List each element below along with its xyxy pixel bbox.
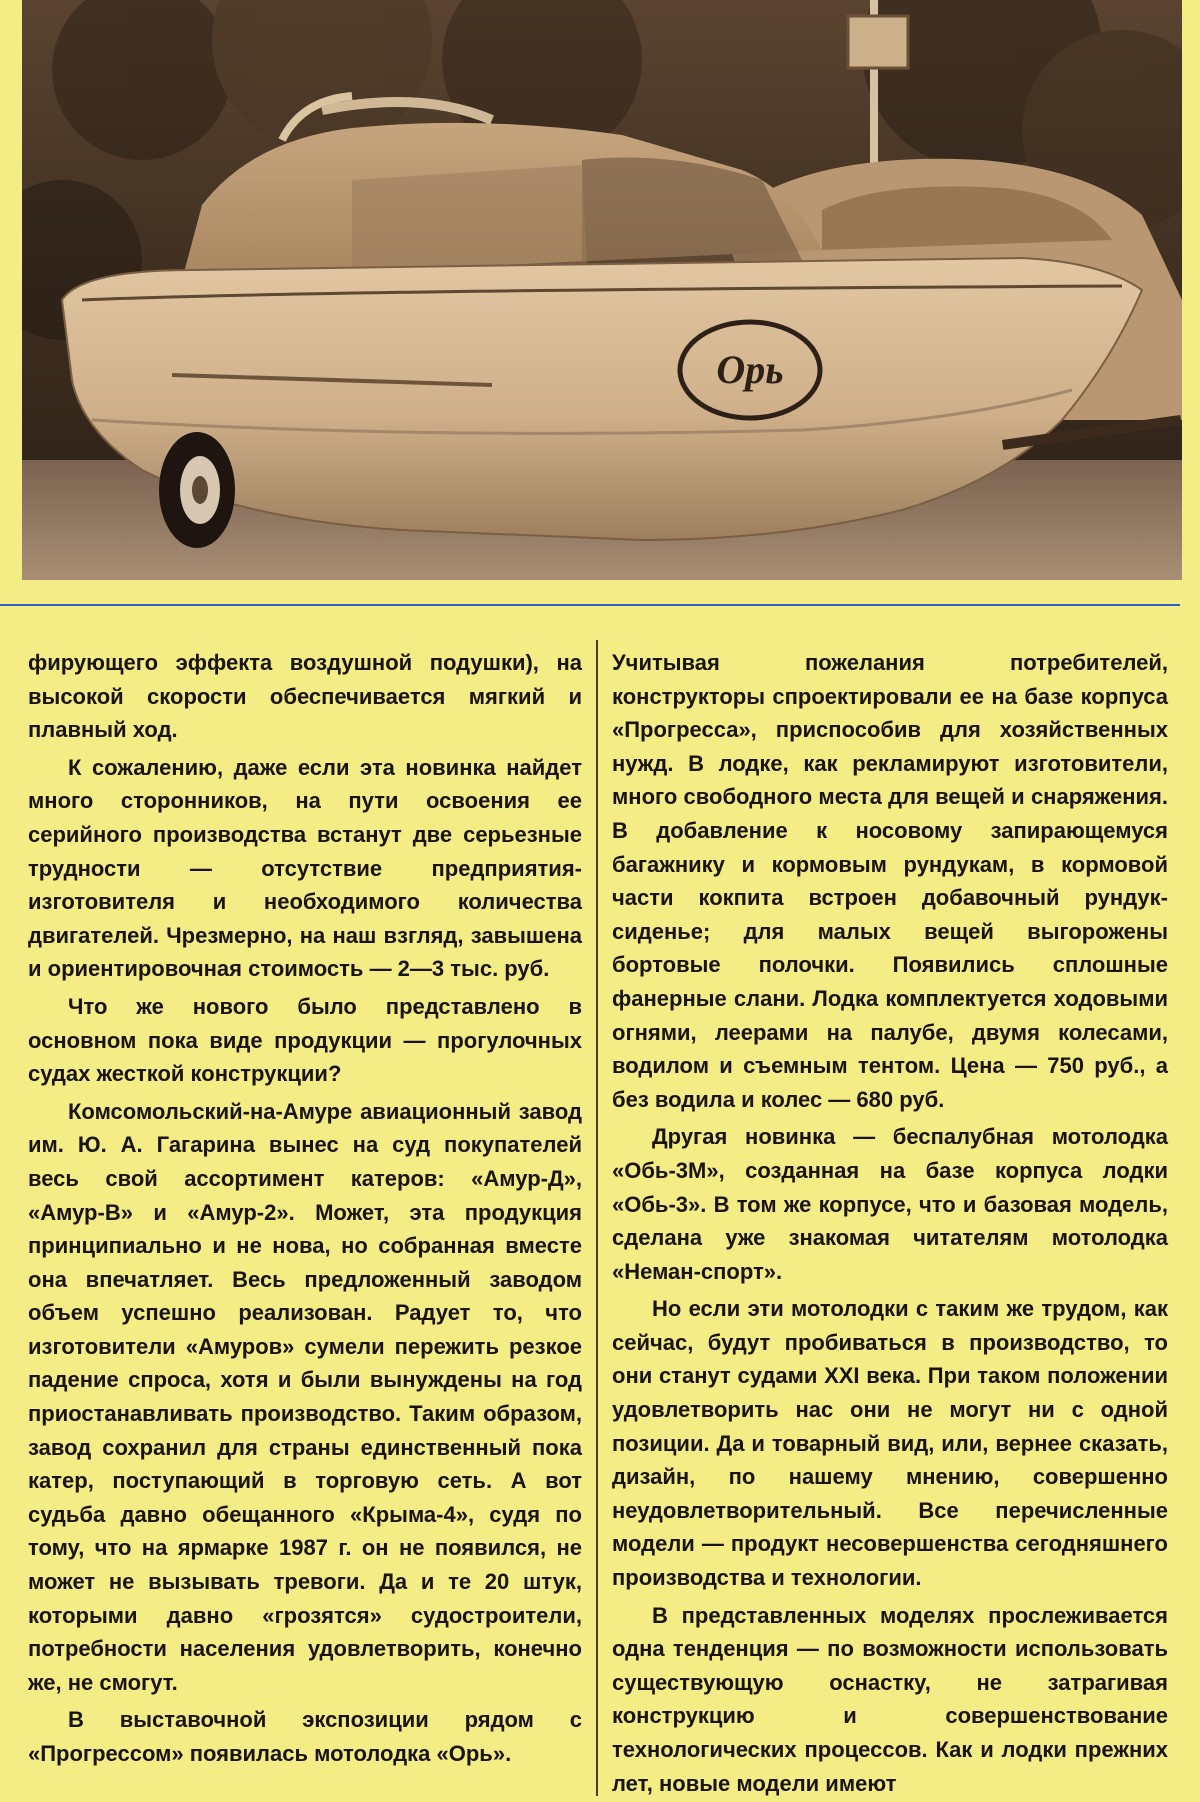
paragraph: Учитывая пожелания потребителей, конструкторы спроектировали ее на базе корпуса «Прогресса», приспособив для хозяйственных нужд. В лодке, как рекламируют изготовители, много свободного места для вещей и снаряжения. В добавление к носовому запирающемуся багажнику и кормовым рундукам, в кормовой части кокпита встроен добавочный рундук-сиденье; для малых вещей выгорожены бортовые полочки. Появились сплошные фанерные слани. Лодка комплектуется ходовыми огнями, леерами на палубе, двумя колесами, водилом и съемным тентом. Цена — 750 руб., а без водила и колес — 680 руб. xyxy=(612,650,1168,1112)
svg-text:Орь: Орь xyxy=(716,347,784,392)
column-divider xyxy=(596,640,598,1796)
paragraph: Что же нового было представлено в основном пока виде продукции — прогулочных судах жесткой конструкции? xyxy=(28,993,582,1087)
paragraph: Комсомольский-на-Амуре авиационный завод им. Ю. А. Гагарина вынес на суд покупателей весь свой ассортимент катеров: «Амур-Д», «Амур-В» и «Амур-2». Может, эта продукция принципиально и не нова, но собранная вместе она впечатляет. Весь предложенный заводом объем успешно реализован. Радует то, что изготовители «Амуров» сумели пережить резкое падение спроса, хотя и были вынуждены на год приостанавливать производство. Таким образом, завод сохранил для страны единственный пока катер, поступающий в торговую сеть. А вот судьба давно обещанного «Крыма-4», судя по тому, что на ярмарке 1987 г. он не появился, не может не вызывать тревоги. Да и те 20 штук, которыми давно «грозятся» судостроители, потребности населения удовлетворить, конечно же, не смогут. xyxy=(28,1098,582,1695)
paragraph: Другая новинка — беспалубная мотолодка «Обь-3М», созданная на базе корпуса лодки «Обь-3». В том же корпусе, что и базовая модель, сделана уже знакомая читателям мотолодка «Неман-спорт». xyxy=(612,1124,1168,1284)
paragraph: В выставочной экспозиции рядом с «Прогрессом» появилась мотолодка «Орь». xyxy=(28,1707,582,1766)
article-column-right xyxy=(612,646,1168,1798)
paragraph: Но если эти мотолодки с таким же трудом, как сейчас, будут пробиваться в производство, то они станут судами XXI века. При таком положении удовлетворить нас они не могут ни с одной позиции. Да и товарный вид, или, вернее сказать, дизайн, по нашему мнению, совершенно неудовлетворительный. Все перечисленные модели — продукт несовершенства сегодняшнего производства и технологии. xyxy=(612,1296,1168,1591)
paragraph: К сожалению, даже если эта новинка найдет много сторонников, на пути освоения ее серийного производства встанут две серьезные трудности — отсутствие предприятия-изготовителя и необходимого количества двигателей. Чрезмерно, на наш взгляд, завышена и ориентировочная стоимость — 2—3 тыс. руб. xyxy=(28,754,582,982)
paragraph: В представленных моделях прослеживается одна тенденция — по возможности использовать существующую оснастку, не затрагивая конструкцию и совершенствование технологических процессов. Как и лодки прежних лет, новые модели имеют xyxy=(612,1602,1168,1796)
paragraph: фирующего эффекта воздушной подушки), на высокой скорости обеспечивается мягкий и плавный ход. xyxy=(28,650,582,743)
photo-divider-rule xyxy=(0,604,1180,606)
article-column-left xyxy=(28,646,582,1798)
boat-photo xyxy=(22,0,1182,580)
